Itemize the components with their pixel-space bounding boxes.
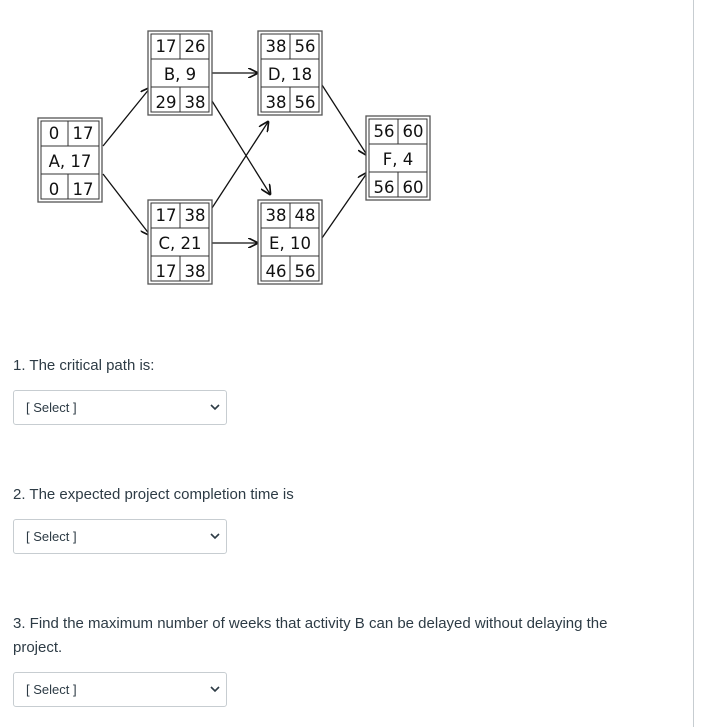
question-3-select-value: [ Select ] (26, 682, 77, 697)
node-f-ls: 56 (373, 178, 395, 197)
question-3-text: 3. Find the maximum number of weeks that activity B can be delayed without delaying the project. (13, 615, 608, 656)
node-c-ef: 38 (184, 206, 206, 225)
node-a-ls: 0 (48, 180, 60, 199)
network-diagram (30, 28, 440, 288)
chevron-down-icon (204, 683, 226, 697)
node-a-label: A, 17 (48, 152, 92, 171)
node-c (148, 200, 212, 284)
node-e-es: 38 (265, 206, 287, 225)
edge-e-f (322, 173, 367, 238)
node-d (258, 31, 322, 115)
node-e-label: E, 10 (269, 234, 311, 253)
node-c-label: C, 21 (158, 234, 202, 253)
chevron-down-icon (204, 401, 226, 415)
node-c-ls: 17 (155, 262, 177, 281)
node-d-es: 38 (265, 37, 287, 56)
edge-a-c (103, 174, 150, 235)
network-diagram-svg (30, 28, 440, 288)
node-f-ef: 60 (402, 122, 424, 141)
node-a (38, 118, 102, 202)
node-d-ls: 38 (265, 93, 287, 112)
node-e-ef: 48 (294, 206, 316, 225)
node-c-lf: 38 (184, 262, 206, 281)
node-e-ls: 46 (265, 262, 287, 281)
node-e-lf: 56 (294, 262, 316, 281)
node-b-lf: 38 (184, 93, 206, 112)
node-f-es: 56 (373, 122, 395, 141)
node-f (366, 116, 430, 200)
panel-divider (693, 0, 694, 727)
node-b (148, 31, 212, 115)
node-f-label: F, 4 (382, 150, 414, 169)
node-a-es: 0 (48, 124, 60, 143)
node-d-lf: 56 (294, 93, 316, 112)
node-f-lf: 60 (402, 178, 424, 197)
question-2-select[interactable] (13, 519, 227, 554)
node-d-label: D, 18 (267, 65, 313, 84)
node-b-ls: 29 (155, 93, 177, 112)
node-b-label: B, 9 (163, 65, 197, 84)
edge-a-b (103, 88, 150, 146)
question-3-select[interactable] (13, 672, 227, 707)
edge-d-f (322, 85, 367, 155)
question-1-text: 1. The critical path is: (13, 357, 155, 374)
node-e (258, 200, 322, 284)
node-c-es: 17 (155, 206, 177, 225)
node-a-ef: 17 (72, 124, 94, 143)
question-2-select-value: [ Select ] (26, 529, 77, 544)
question-2-text: 2. The expected project completion time is (13, 486, 294, 503)
network-edges (103, 73, 367, 243)
node-a-lf: 17 (72, 180, 94, 199)
question-1-select-value: [ Select ] (26, 400, 77, 415)
node-b-ef: 26 (184, 37, 206, 56)
node-d-ef: 56 (294, 37, 316, 56)
edge-c-d (212, 122, 268, 208)
question-1-select[interactable] (13, 390, 227, 425)
node-b-es: 17 (155, 37, 177, 56)
chevron-down-icon (204, 530, 226, 544)
